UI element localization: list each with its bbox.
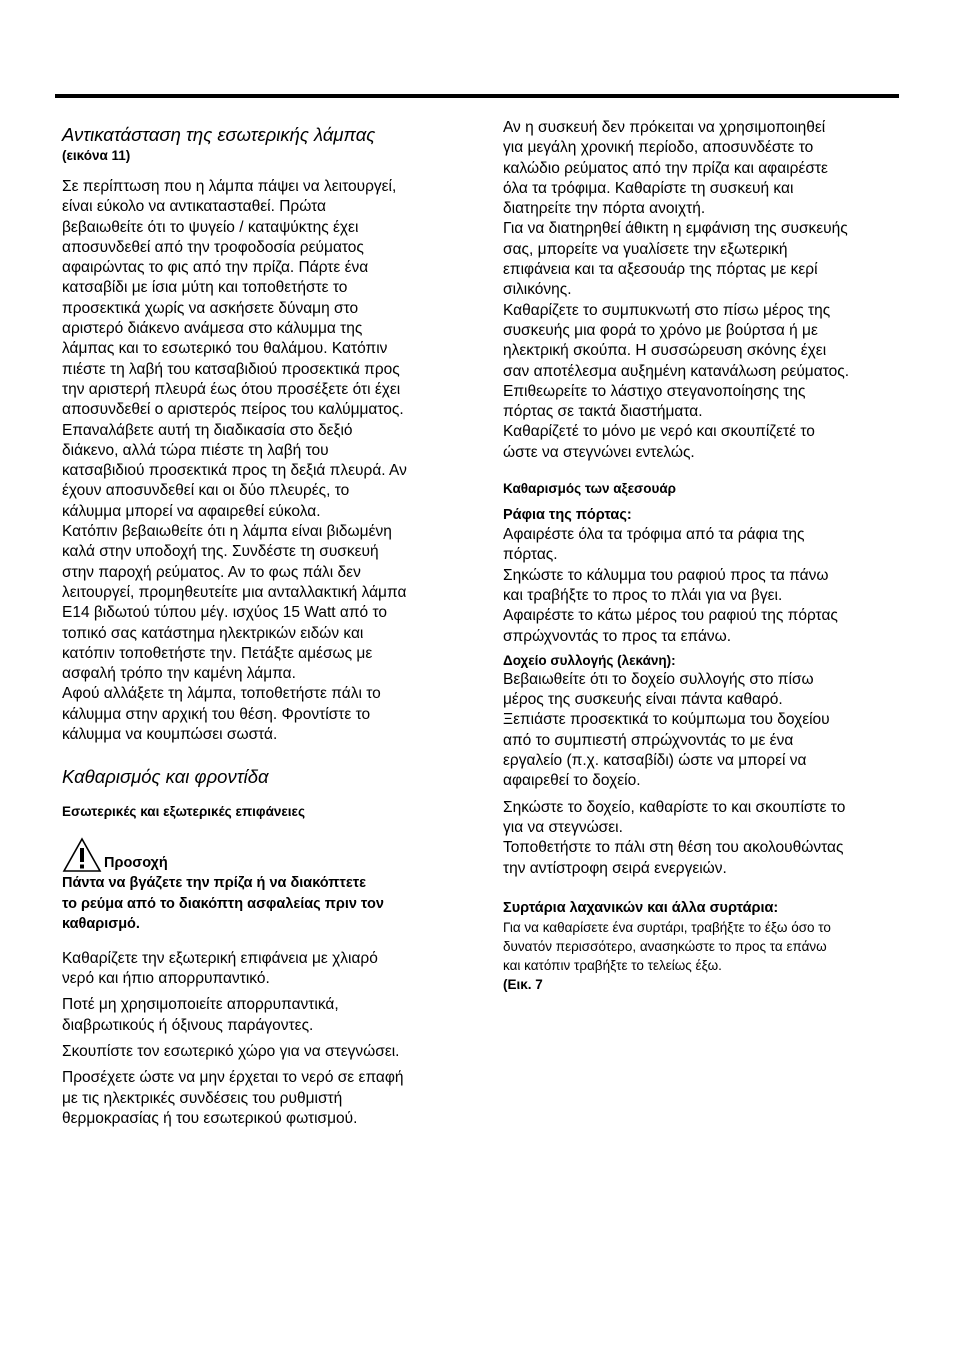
- care-heading: Καθαρισμός και φροντίδα: [62, 766, 269, 788]
- warning-triangle-icon: [62, 837, 102, 873]
- door-shelves-heading: Ράφια της πόρτας:: [503, 507, 632, 524]
- right-column: [503, 118, 903, 994]
- dry-inside-text: Σκουπίστε τον εσωτερικό χώρο για να στεγνώσει.: [62, 1043, 400, 1060]
- surfaces-heading: Εσωτερικές και εξωτερικές επιφάνειες: [62, 804, 305, 820]
- long-unused-text: Αν η συσκευή δεν πρόκειται να χρησιμοποιηθεί για μεγάλη χρονική περίοδο, αποσυνδέστε το καλώδιο ρεύματος από την πρίζα και αφαιρέστε όλα τα τρόφιμα. Καθαρίστε τη συσκευή και διατηρείτε την πόρτα ανοιχτή. Για να διατηρηθεί άθικτη η εμφάνιση της συσκευής σας, μπορείτε να γυαλίσετε την εξωτερική επιφάνεια και τα αξεσουάρ της πόρτας με κερί σιλικόνης. Καθαρίζετε το συμπυκνωτή στο πίσω μέρος της συσκευής μια φορά το χρόνο με βούρτσα ή με ηλεκτρική σκούπα. Η συσσώρευση σκόνης έχει σαν αποτέλεσμα αυξημένη κατανάλωση ρεύματος. Επιθεωρείτε το λάστιχο στεγανοποίησης της πόρτας σε τακτά διαστήματα. Καθαρίζετέ το μόνο με νερό και σκουπίζετέ το ώστε να στεγνώνει εντελώς.: [503, 119, 849, 461]
- drip-tray-heading: Δοχείο συλλογής (λεκάνη):: [503, 652, 676, 668]
- drip-tray-text: Βεβαιωθείτε ότι το δοχείο συλλογής στο πίσω μέρος της συσκευής είναι πάντα καθαρό. Ξεπιάστε προσεκτικά το κούμπωμα του δοχείου από το συμπιεστή σπρώχνοντάς το με ένα εργαλείο (π.χ. κατσαβίδι) ώστε να μπορεί να αφαιρεθεί το δοχείο.: [503, 670, 830, 790]
- drawers-figure-ref: (Εικ. 7: [503, 976, 543, 992]
- accessories-heading: Καθαρισμός των αξεσουάρ: [503, 481, 676, 497]
- warning-title: Προσοχή: [104, 855, 168, 872]
- lamp-heading: Αντικατάσταση της εσωτερικής λάμπας: [62, 124, 376, 145]
- exterior-cleaning-text: Καθαρίζετε την εξωτερική επιφάνεια με χλιαρό νερό και ήπιο απορρυπαντικό.: [62, 949, 378, 988]
- lamp-instructions: Σε περίπτωση που η λάμπα πάψει να λειτουργεί, είναι εύκολο να αντικατασταθεί. Πρώτα βεβαιωθείτε ότι το ψυγείο / καταψύκτης έχει αποσυνδεθεί από την τροφοδοσία ρεύματος αφαιρώντας το φις από την πρίζα. Πάρτε ένα κατσαβίδι με ίσια μύτη και τοποθετήστε το προσεκτικά χωρίς να ασκήσετε δύναμη στο αριστερό διάκενο ανάμεσα στο κάλυμμα της λάμπας και το εσωτερικό του θαλάμου. Κατόπιν πιέστε τη λαβή του κατσαβιδιού προσεκτικά προς την αριστερή πλευρά έως ότου προσέξετε ότι έχει αποσυνδεθεί ο αριστερός πείρος του καλύμματος. Επαναλάβετε αυτή τη διαδικασία στο δεξιό διάκενο, αλλά τώρα πιέστε τη λαβή του κατσαβιδιού προσεκτικά προς τη δεξιά πλευρά. Αν έχουν αποσυνδεθεί και οι δύο πλευρές, το κάλυμμα μπορεί να αφαιρεθεί εύκολα. Κατόπιν βεβαιωθείτε ότι η λάμπα είναι βιδωμένη καλά στην υποδοχή της. Συνδέστε τη συσκευή στην παροχή ρεύματος. Αν το φως πάλι δεν λειτουργεί, προμηθευτείτε μια ανταλλακτική λάμπα Ε14 βιδωτού τύπου μέγ. ισχύος 15 Watt από το τοπικό σας κατάστημα ηλεκτρικών ειδών και κατόπιν τοποθετήστε την. Πετάξτε αμέσως με ασφαλή τρόπο την καμένη λάμπα. Αφού αλλάξετε τη λάμπα, τοποθετήστε πάλι το κάλυμμα στην αρχική του θέση. Φροντίστε το κάλυμμα να κουμπώσει σωστά.: [62, 178, 407, 744]
- warning-header: [62, 837, 462, 873]
- lamp-figure-ref: (εικόνα 11): [62, 148, 131, 163]
- drawers-heading: Συρτάρια λαχανικών και άλλα συρτάρια:: [503, 899, 779, 916]
- drip-tray-text-2: Σηκώστε το δοχείο, καθαρίστε το και σκουπίστε το για να στεγνώσει. Τοποθετήστε το πάλι στη θέση του ακολουθώντας την αντίστροφη σειρά ενεργειών.: [503, 798, 846, 877]
- water-caution-text: Προσέχετε ώστε να μην έρχεται το νερό σε επαφή με τις ηλεκτρικές συνδέσεις του ρυθμιστή θερμοκρασίας ή του εσωτερικού φωτισμού.: [62, 1069, 404, 1127]
- left-column: [62, 118, 462, 1129]
- top-rule: [55, 94, 899, 98]
- no-abrasives-text: Ποτέ μη χρησιμοποιείτε απορρυπαντικά, διαβρωτικούς ή όξινους παράγοντες.: [62, 996, 339, 1034]
- drawers-text: Για να καθαρίσετε ένα συρτάρι, τραβήξτε το έξω όσο το δυνατόν περισσότερο, ανασηκώστε το προς τα επάνω και κατόπιν τραβήξτε το τελείως έξω.: [503, 919, 831, 973]
- door-shelves-text: Αφαιρέστε όλα τα τρόφιμα από τα ράφια της πόρτας. Σηκώστε το κάλυμμα του ραφιού προς τα πάνω και τραβήξτε το προς το πλάι για να βγει. Αφαιρέστε το κάτω μέρος του ραφιού της πόρτας σπρώχνοντάς το προς τα επάνω.: [503, 526, 838, 645]
- warning-text: Πάντα να βγάζετε την πρίζα ή να διακόπτετε το ρεύμα από το διακόπτη ασφαλείας πριν τον καθαρισμό.: [62, 875, 384, 933]
